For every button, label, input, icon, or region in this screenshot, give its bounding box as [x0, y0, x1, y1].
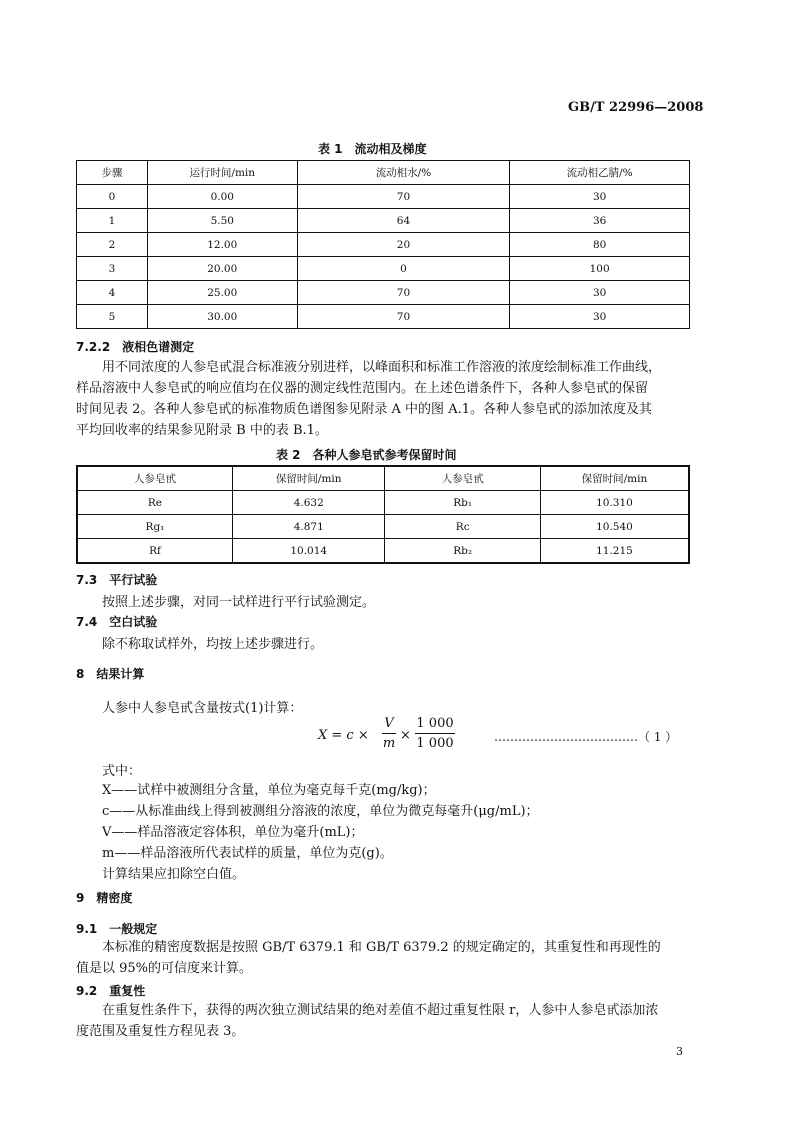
- table-cell: 0: [297, 257, 510, 281]
- table-cell: 5: [77, 305, 148, 329]
- variable-definition: X——试样中被测组分含量，单位为毫克每千克(mg/kg)；: [102, 783, 436, 798]
- section-9-1-heading: 9.1 一般规定: [76, 922, 158, 936]
- table-cell: 4: [77, 281, 148, 305]
- standard-number: GB/T 22996—2008: [568, 100, 704, 115]
- table-cell: 4.871: [232, 515, 385, 539]
- equation-number: ………………………………（ 1 ）: [494, 730, 678, 744]
- fraction-denominator: m: [382, 736, 396, 751]
- table-row: [77, 515, 689, 539]
- header-cell: 流动相乙腈/%: [510, 161, 690, 185]
- table-cell: 70: [297, 305, 510, 329]
- table-cell: 30: [510, 305, 690, 329]
- table-cell: 20: [297, 233, 510, 257]
- header-cell: 保留时间/min: [232, 466, 385, 491]
- table-cell: Rb₁: [385, 491, 540, 515]
- variable-definition: m——样品溶液所代表试样的质量，单位为克(g)。: [102, 846, 393, 861]
- table-cell: 11.215: [540, 539, 689, 564]
- text-line: 样品溶液中人参皂甙的响应值均在仪器的测定线性范围内。在上述色谱条件下，各种人参皂甙的保留: [76, 381, 649, 396]
- table-cell: 1: [77, 209, 148, 233]
- table-cell: 30: [510, 185, 690, 209]
- table-row: [77, 281, 690, 305]
- section-7-3-text: 按照上述步骤，对同一试样进行平行试验测定。: [102, 595, 376, 610]
- section-9-2-heading: 9.2 重复性: [76, 984, 146, 998]
- text-line: 度范围及重复性方程见表 3。: [76, 1024, 245, 1039]
- table-cell: 30: [510, 281, 690, 305]
- table-cell: 70: [297, 281, 510, 305]
- section-8-intro: 人参中人参皂甙含量按式(1)计算：: [102, 701, 303, 716]
- fraction-denominator: 1 000: [416, 736, 454, 751]
- table-cell: Rf: [77, 539, 232, 564]
- table-cell: 2: [77, 233, 148, 257]
- table-cell: 70: [297, 185, 510, 209]
- table-cell: Re: [77, 491, 232, 515]
- table-cell: 0.00: [147, 185, 297, 209]
- table1: [76, 160, 690, 329]
- text-line: 在重复性条件下，获得的两次独立测试结果的绝对差值不超过重复性限 r，人参中人参皂甙添加浓: [102, 1003, 659, 1018]
- formula-lhs: X = c ×: [318, 728, 369, 743]
- page-number: 3: [676, 1045, 683, 1058]
- fraction-numerator: 1 000: [416, 716, 454, 731]
- table-cell: 25.00: [147, 281, 297, 305]
- section-9-1-text: [76, 937, 696, 979]
- text-line: 值是以 95%的可信度来计算。: [76, 961, 253, 976]
- table-cell: 5.50: [147, 209, 297, 233]
- table-row: [77, 539, 689, 564]
- table2: [76, 465, 690, 564]
- table-cell: Rg₁: [77, 515, 232, 539]
- variable-definition: c——从标准曲线上得到被测组分溶液的浓度，单位为微克每毫升(μg/mL)；: [102, 804, 539, 819]
- header-cell: 运行时间/min: [147, 161, 297, 185]
- table-cell: 36: [510, 209, 690, 233]
- table-cell: 80: [510, 233, 690, 257]
- table-cell: 20.00: [147, 257, 297, 281]
- table-cell: 3: [77, 257, 148, 281]
- fraction-numerator: V: [384, 716, 394, 731]
- section-9-2-text: [76, 1000, 696, 1042]
- table-cell: 4.632: [232, 491, 385, 515]
- table-header-row: [77, 161, 690, 185]
- table-cell: 0: [77, 185, 148, 209]
- table-row: [77, 491, 689, 515]
- table-header-row: [77, 466, 689, 491]
- header-cell: 人参皂甙: [77, 466, 232, 491]
- table-cell: 10.014: [232, 539, 385, 564]
- header-cell: 人参皂甙: [385, 466, 540, 491]
- table-cell: 100: [510, 257, 690, 281]
- section-7-2-2-text: [76, 357, 696, 441]
- table-cell: 10.310: [540, 491, 689, 515]
- variable-list: [102, 780, 722, 885]
- section-7-3-heading: 7.3 平行试验: [76, 573, 158, 587]
- section-8-heading: 8 结果计算: [76, 667, 145, 681]
- table-cell: 64: [297, 209, 510, 233]
- header-cell: 保留时间/min: [540, 466, 689, 491]
- section-7-2-2-heading: 7.2.2 液相色谱测定: [76, 340, 195, 354]
- text-line: 平均回收率的结果参见附录 B 中的表 B.1。: [76, 423, 328, 438]
- header-cell: 步骤: [77, 161, 148, 185]
- text-line: 时间见表 2。各种人参皂甙的标准物质色谱图参见附录 A 中的图 A.1。各种人参皂甙的添加浓度及其: [76, 402, 652, 417]
- table-cell: 10.540: [540, 515, 689, 539]
- table-cell: Rc: [385, 515, 540, 539]
- where-label: 式中：: [102, 764, 142, 779]
- times-sign: ×: [400, 728, 411, 743]
- variable-definition: V——样品溶液定容体积，单位为毫升(mL)；: [102, 825, 364, 840]
- table-row: [77, 185, 690, 209]
- table2-title: 表 2 各种人参皂甙参考保留时间: [276, 448, 457, 462]
- calculation-note: 计算结果应扣除空白值。: [102, 867, 246, 882]
- text-line: 用不同浓度的人参皂甙混合标准液分别进样，以峰面积和标准工作溶液的浓度绘制标准工作曲线，: [102, 360, 662, 375]
- table-cell: 30.00: [147, 305, 297, 329]
- text-line: 本标准的精密度数据是按照 GB/T 6379.1 和 GB/T 6379.2 的规定确定的，其重复性和再现性的: [102, 940, 661, 955]
- section-7-4-heading: 7.4 空白试验: [76, 615, 158, 629]
- table-row: [77, 233, 690, 257]
- table-row: [77, 257, 690, 281]
- table1-title: 表 1 流动相及梯度: [318, 142, 427, 156]
- section-7-4-text: 除不称取试样外，均按上述步骤进行。: [102, 637, 324, 652]
- header-cell: 流动相水/%: [297, 161, 510, 185]
- section-9-heading: 9 精密度: [76, 891, 133, 905]
- table-row: [77, 305, 690, 329]
- table-cell: 12.00: [147, 233, 297, 257]
- table-cell: Rb₂: [385, 539, 540, 564]
- table-row: [77, 209, 690, 233]
